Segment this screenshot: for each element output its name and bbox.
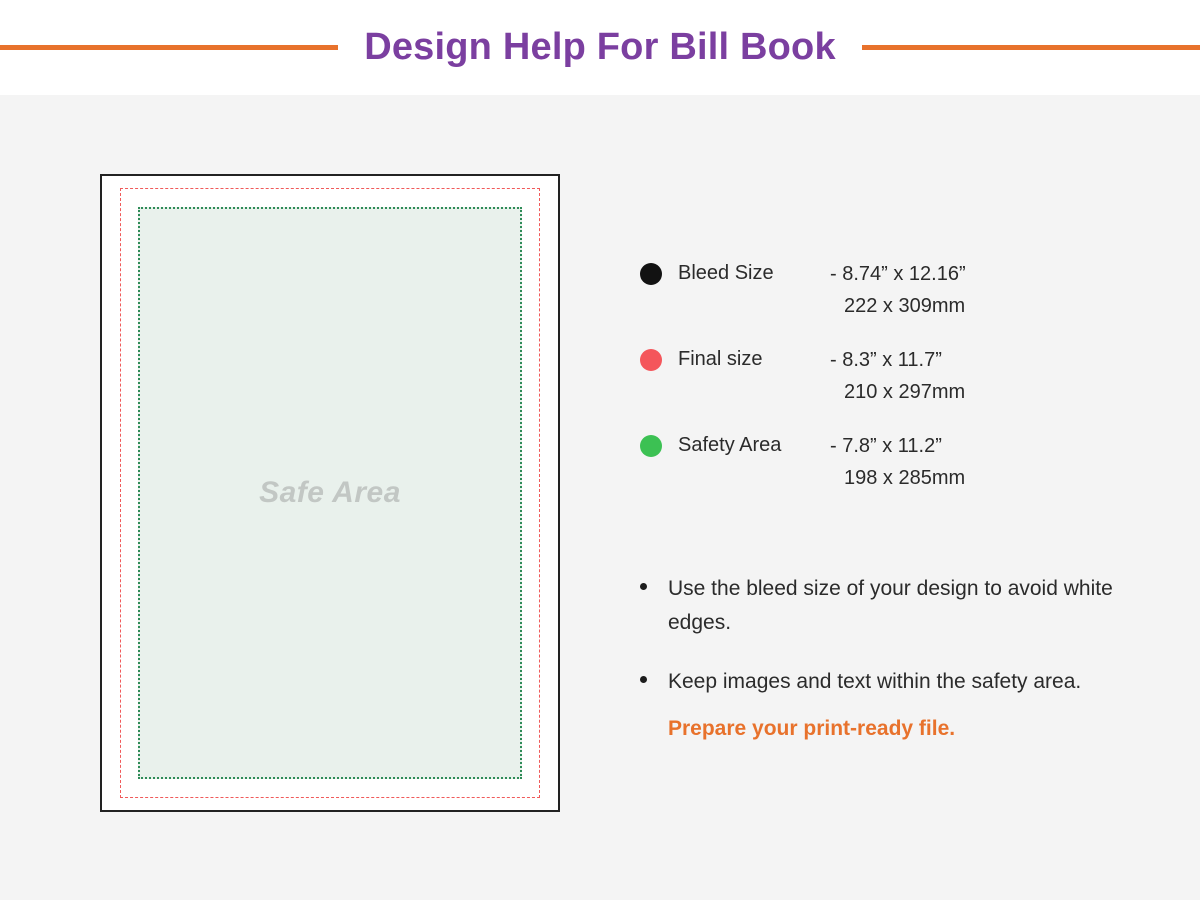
legend-value-mm: 210 x 297mm	[844, 381, 966, 403]
guidelines-list	[640, 572, 1180, 741]
list-item	[640, 665, 1180, 699]
safety-boundary	[138, 207, 522, 779]
guideline-text: Keep images and text within the safety area.	[668, 670, 1082, 694]
legend-value-mm: 198 x 285mm	[844, 467, 966, 489]
header-rule-right	[862, 45, 1200, 50]
red-dot-icon	[640, 349, 662, 371]
artwork-preview	[100, 174, 560, 812]
bleed-boundary	[120, 188, 540, 798]
legend-value-inches: - 7.8” x 11.2”	[830, 435, 942, 457]
legend-value	[830, 430, 965, 494]
legend-label: Bleed Size	[678, 262, 774, 284]
bullet-icon	[640, 676, 647, 683]
page-title: Design Help For Bill Book	[364, 26, 836, 68]
legend-value	[830, 344, 965, 408]
legend-label: Safety Area	[678, 434, 782, 456]
guideline-text: Use the bleed size of your design to avoid white edges.	[668, 577, 1113, 634]
bullet-icon	[640, 583, 647, 590]
legend-value-inches: - 8.74” x 12.16”	[830, 263, 966, 285]
header-rule-left	[0, 45, 338, 50]
print-ready-cta: Prepare your print-ready file.	[668, 716, 956, 740]
green-dot-icon	[640, 435, 662, 457]
legend-value	[830, 258, 966, 322]
black-dot-icon	[640, 263, 662, 285]
legend-value-inches: - 8.3” x 11.7”	[830, 349, 942, 371]
safe-area-label: Safe Area	[259, 476, 401, 509]
size-legend	[640, 258, 1180, 516]
legend-label: Final size	[678, 348, 763, 370]
legend-row	[640, 430, 1180, 494]
page-header	[0, 0, 1200, 95]
list-item	[640, 572, 1180, 639]
legend-row	[640, 258, 1180, 322]
legend-value-mm: 222 x 309mm	[844, 295, 966, 317]
legend-row	[640, 344, 1180, 408]
